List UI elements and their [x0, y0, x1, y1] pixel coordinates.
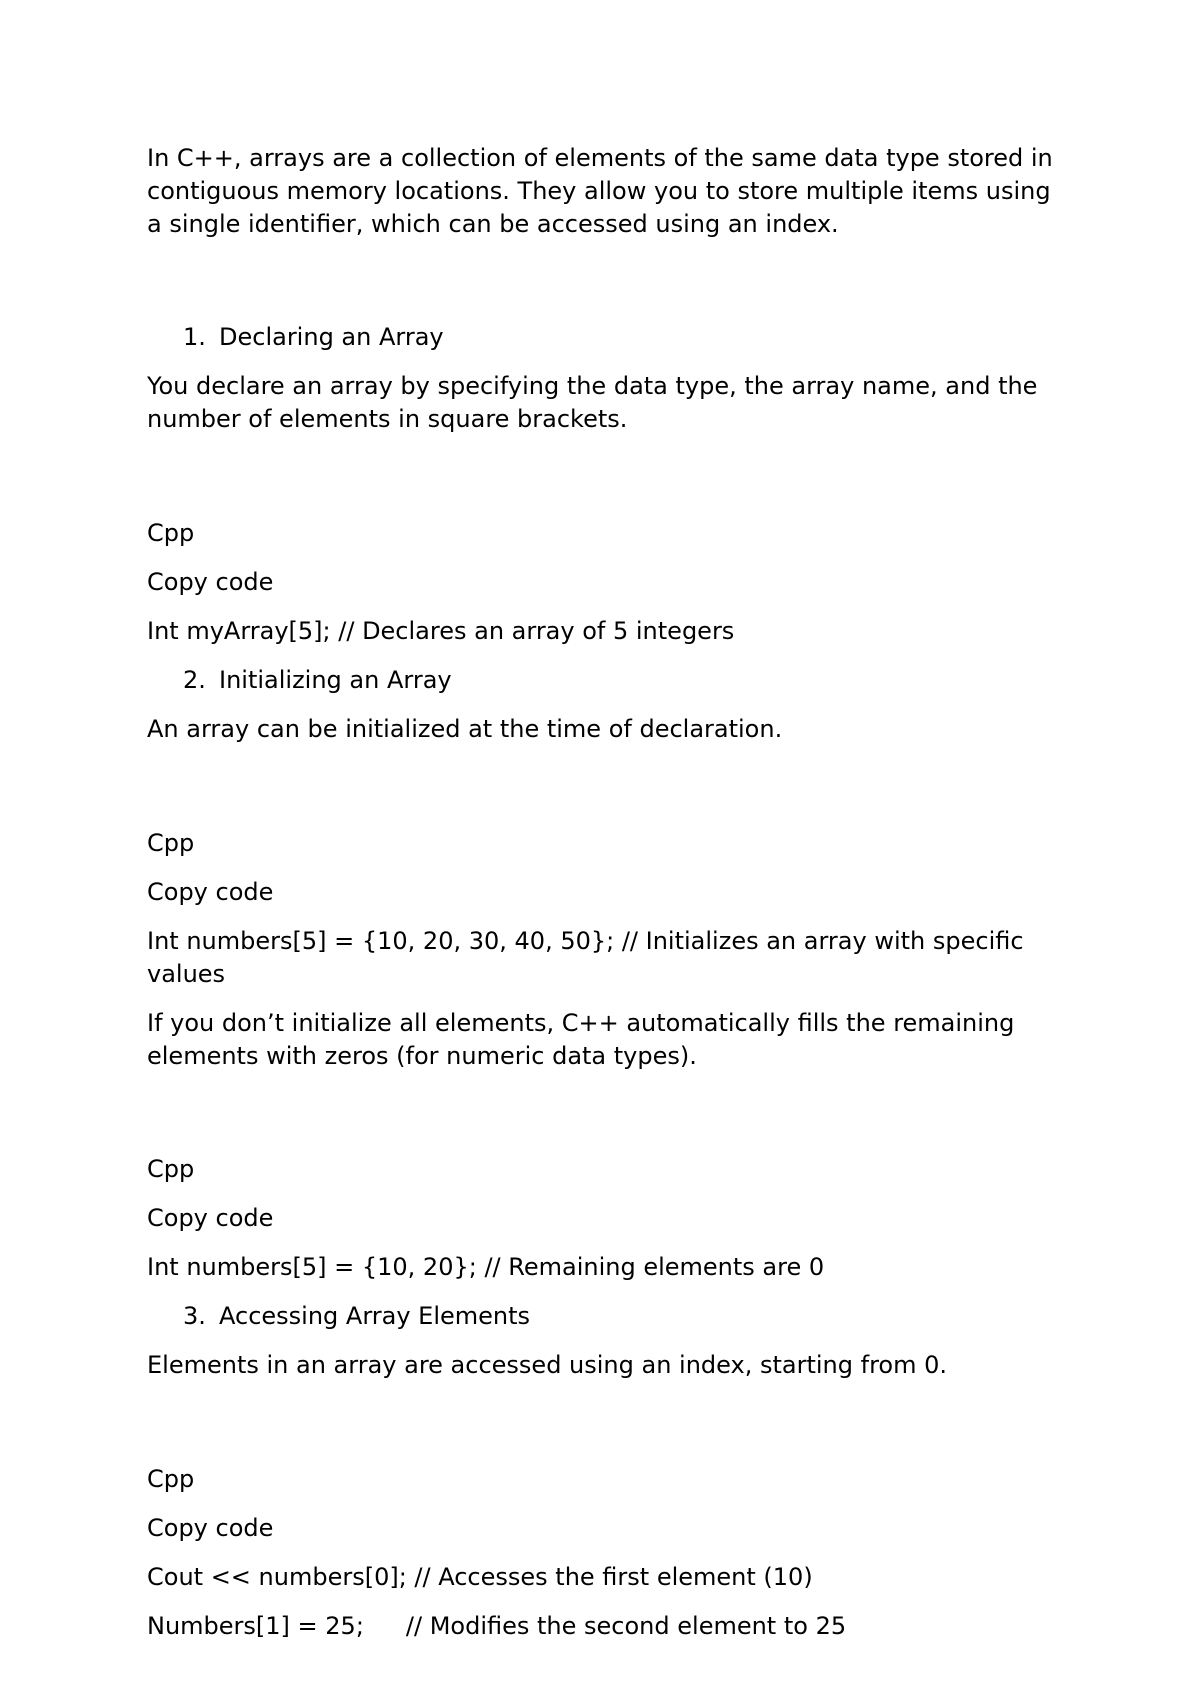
section-number: 3. — [183, 1302, 206, 1330]
code-line: Int numbers[5] = {10, 20, 30, 40, 50}; // Initializes an array with specific values — [147, 927, 1024, 988]
copy-code-label: Copy code — [147, 568, 274, 596]
section-number: 2. — [183, 666, 206, 694]
code-line-2 — [147, 1610, 1067, 1643]
document-page — [147, 142, 1067, 1659]
section-heading-2 — [147, 664, 1067, 697]
section-note: If you don’t initialize all elements, C++ automatically fills the remaining elements with zeros (for numeric data types). — [147, 1009, 1015, 1070]
section-heading-3 — [147, 1300, 1067, 1333]
code-statement: Numbers[1] = 25; — [147, 1612, 364, 1640]
code-language-label: Cpp — [147, 519, 195, 547]
section-description: You declare an array by specifying the data type, the array name, and the number of elements in square brackets. — [147, 372, 1038, 433]
code-line: Int numbers[5] = {10, 20}; // Remaining elements are 0 — [147, 1253, 825, 1281]
section-title: Initializing an Array — [219, 666, 452, 694]
section-title: Accessing Array Elements — [219, 1302, 531, 1330]
code-language-label: Cpp — [147, 829, 195, 857]
copy-code-label: Copy code — [147, 1204, 274, 1232]
copy-code-label: Copy code — [147, 878, 274, 906]
section-heading-1 — [147, 321, 1067, 354]
section-description: Elements in an array are accessed using an index, starting from 0. — [147, 1351, 947, 1379]
copy-code-label: Copy code — [147, 1514, 274, 1542]
code-comment: // Modifies the second element to 25 — [405, 1612, 847, 1640]
code-line: Int myArray[5]; // Declares an array of 5 integers — [147, 617, 735, 645]
intro-paragraph: In C++, arrays are a collection of elements of the same data type stored in contiguous memory locations. They allow you to store multiple items using a single identifier, which can be accessed using an index. — [147, 144, 1053, 238]
code-line: Cout << numbers[0]; // Accesses the first element (10) — [147, 1563, 813, 1591]
code-language-label: Cpp — [147, 1155, 195, 1183]
section-description: An array can be initialized at the time of declaration. — [147, 715, 783, 743]
section-number: 1. — [183, 323, 206, 351]
code-language-label: Cpp — [147, 1465, 195, 1493]
section-title: Declaring an Array — [219, 323, 444, 351]
